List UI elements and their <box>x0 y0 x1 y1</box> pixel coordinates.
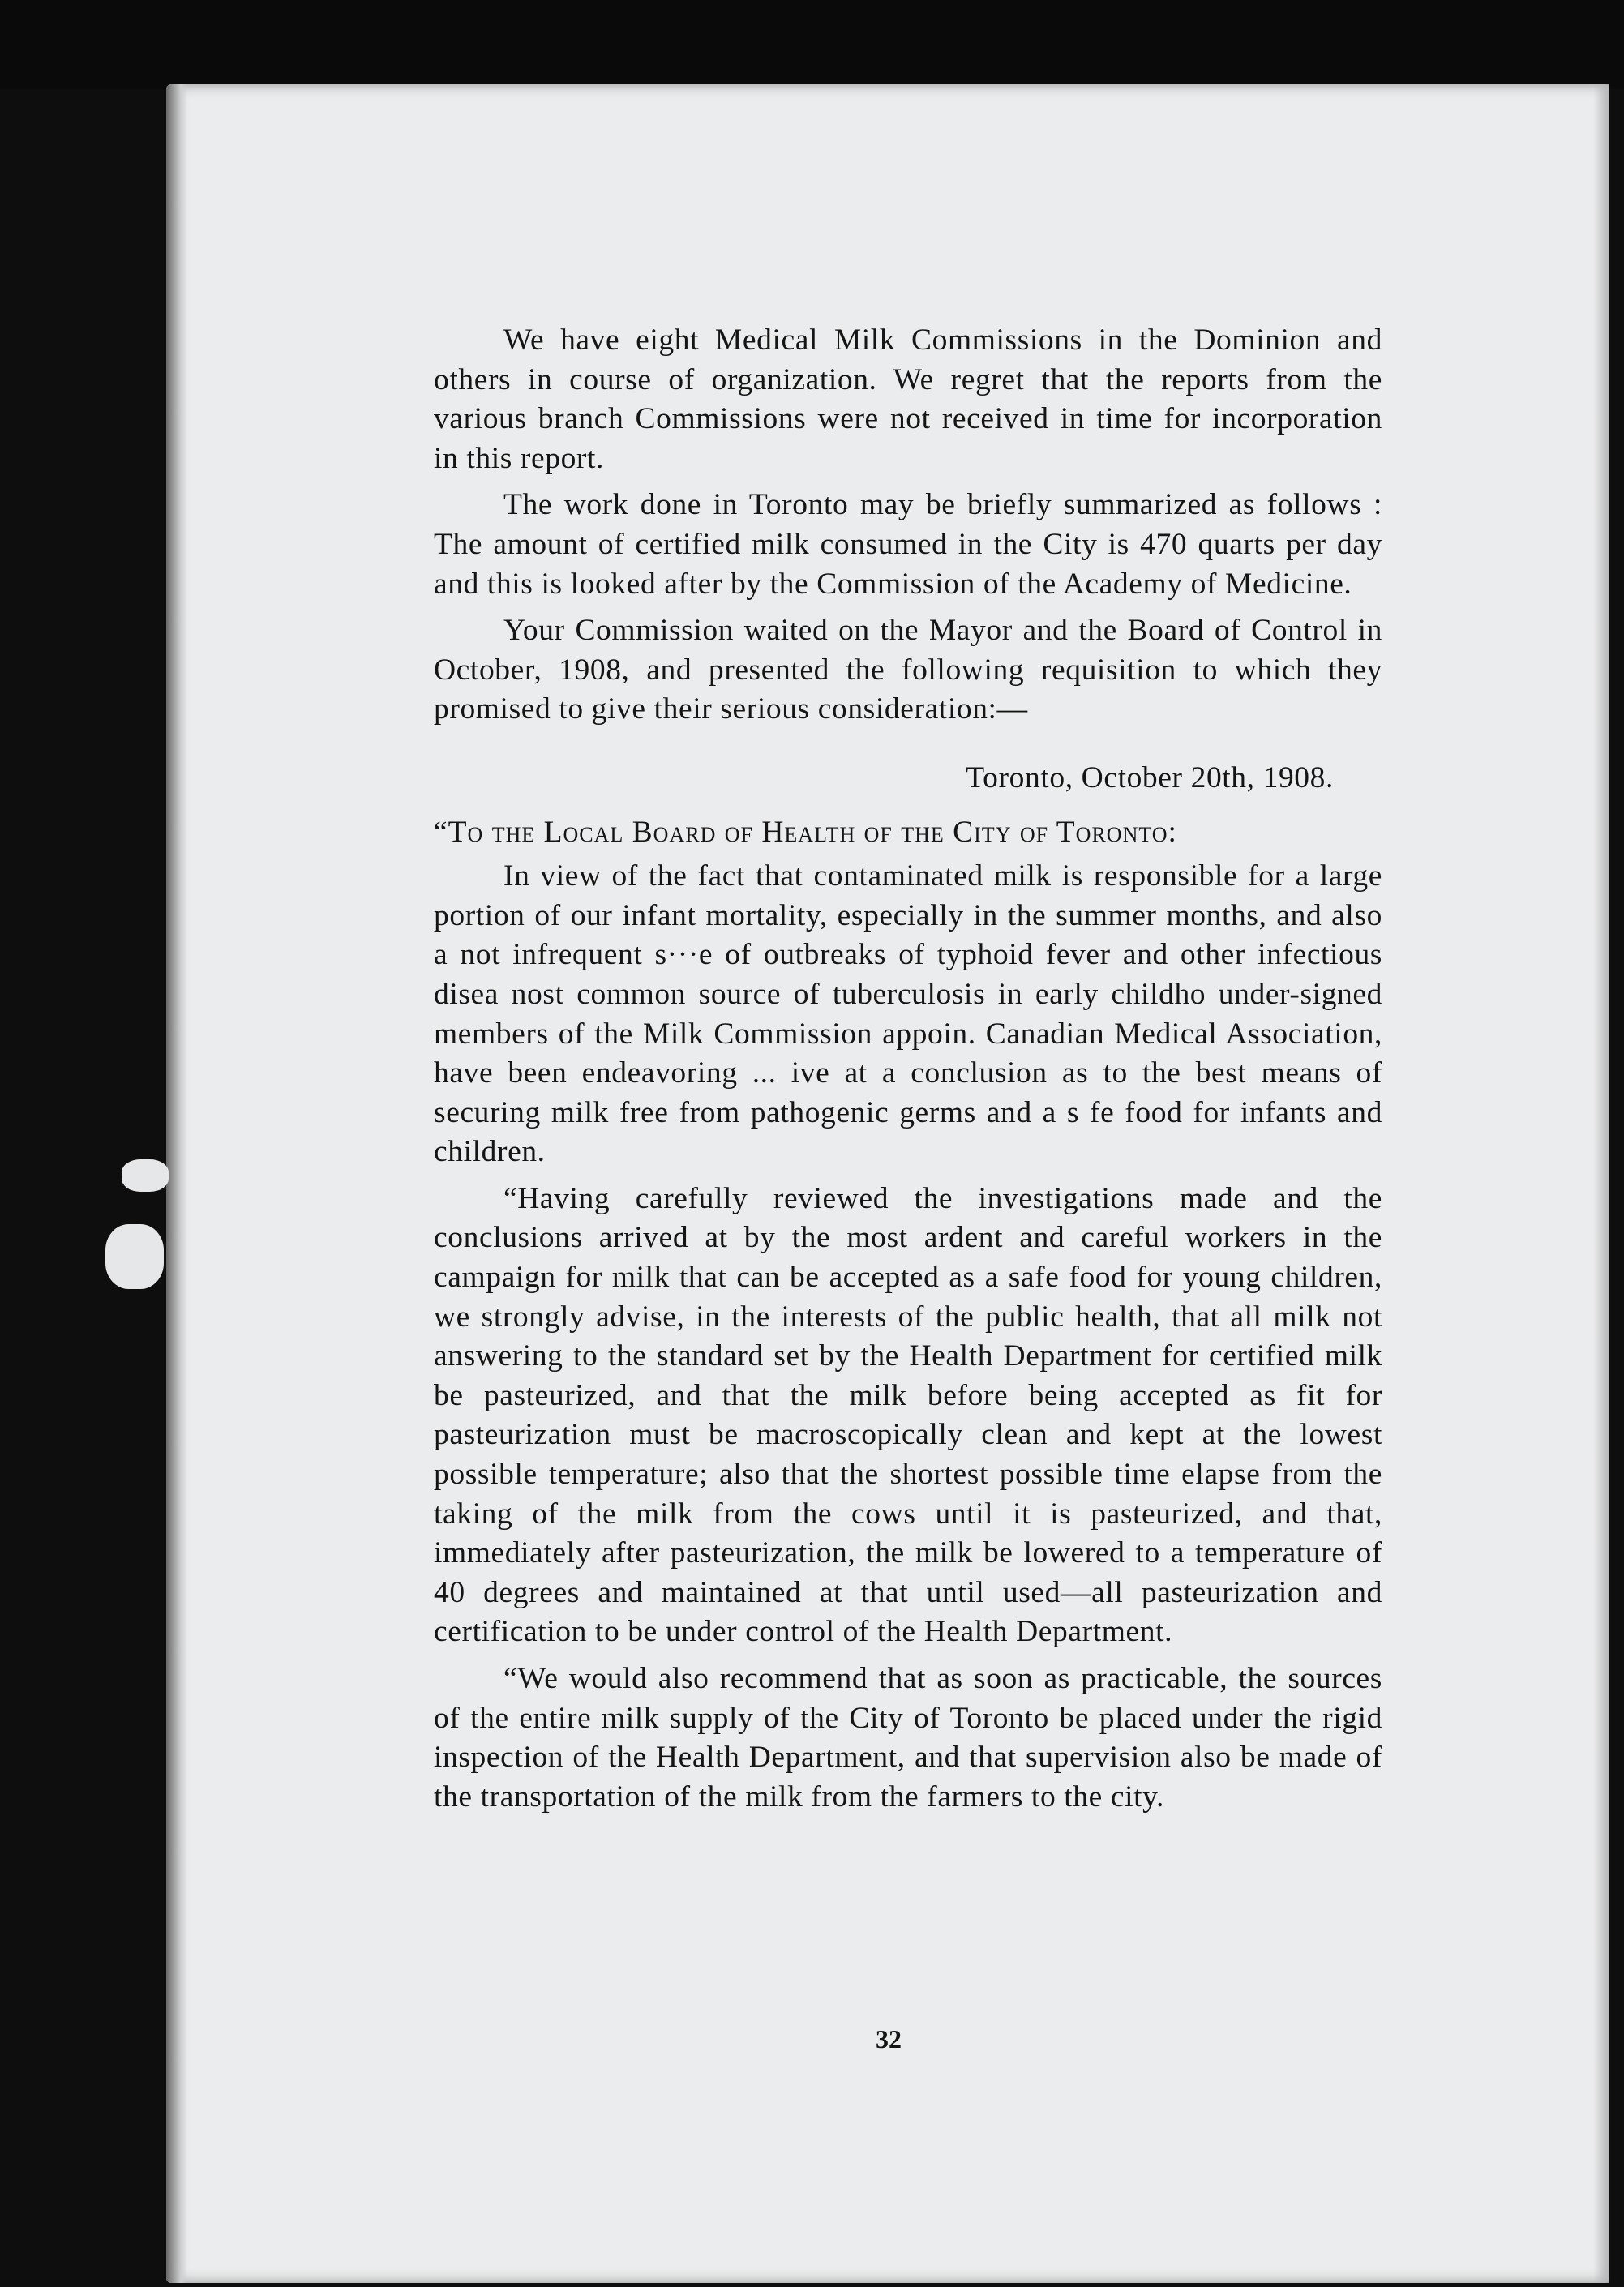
paragraph-requisition-intro: Your Commission waited on the Mayor and the Board of Control in October, 1908, and presented the following requisition to which they promised to give their serious consideration:— <box>434 614 1382 726</box>
scan-background <box>0 0 1624 89</box>
letter-paragraph-contaminated-milk: In view of the fact that contaminated milk is responsible for a large portion of our infant mortality, especially in the summer months, and also a not infrequent s···e of outbreaks of typhoid fever and other infectious disea nost common source of tuberculosis in early childho under-signed members of the Milk Commission appoin. Canadian Medical Association, have been endeavoring ... ive at a conclusion as to the best means of securing milk free from pathogenic germs and a s fe food for infants and children. <box>434 859 1382 1169</box>
page-number: 32 <box>876 2024 902 2054</box>
letter-paragraph-pasteurization: “Having carefully reviewed the investigations made and the conclusions arrived at by the most ardent and careful workers in the campaign for milk that can be accepted as a safe food for young children, we strongly advise, in the interests of the public health, that all milk not answering to the standard set by the Health Department for certified milk be pasteurized, and that the milk before being accepted as fit for pasteurization must be macroscopically clean and kept at the lowest possible temperature; also that the shortest possible time elapse from the taking of the milk from the cows until it is pasteurized, and that, immediately after pasteurization, the milk be lowered to a temperature of 40 degrees and maintained at that until used—all pasteurization and certification to be under control of the Health Department. <box>434 1181 1382 1649</box>
page-edge-shadow <box>1593 84 1609 2283</box>
page-tear-mark <box>122 1159 169 1192</box>
page-tear-mark <box>105 1224 164 1289</box>
letter-salutation: “To the Local Board of Health of the City of Toronto: <box>434 815 1177 849</box>
body-text <box>434 321 1382 1824</box>
letter-paragraph-inspection: “We would also recommend that as soon as practicable, the sources of the entire milk supply of the City of Toronto be placed under the rigid inspection of the Health Department, and that supervision also be made of the transportation of the milk from the farmers to the city. <box>434 1662 1382 1814</box>
page-binding-shadow <box>166 84 187 2283</box>
letter-dateline: Toronto, October 20th, 1908. <box>966 760 1334 794</box>
paragraph-toronto-summary: The work done in Toronto may be briefly summarized as follows : The amount of certified milk consumed in the City is 470 quarts per day and this is looked after by the Commission of the Academy of Medicine. <box>434 488 1382 601</box>
paragraph-commissions: We have eight Medical Milk Commissions in the Dominion and others in course of organization. We regret that the reports from the various branch Commissions were not received in time for incorporation in this report. <box>434 323 1382 475</box>
